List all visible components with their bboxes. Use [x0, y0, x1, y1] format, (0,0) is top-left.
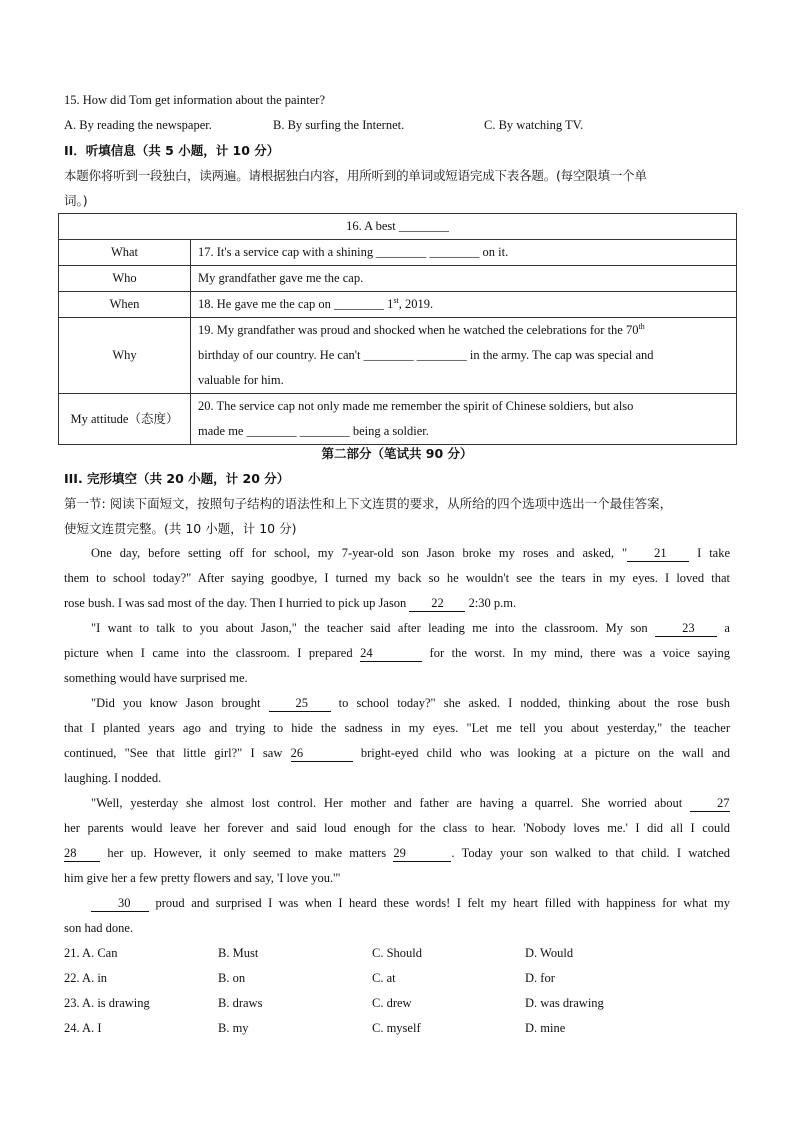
- choice-22-d: D. for: [525, 971, 555, 985]
- passage-line: that I planted years ago and trying to hide the sadness in my eyes. "Let me tell you about yesterday," the teacher: [64, 721, 730, 735]
- row-text: 17. It's a service cap with a shining ________ ________ on it.: [191, 240, 737, 266]
- passage-line: 28 her up. However, it only seemed to make matters 29 . Today your son walked to that child. I watched: [64, 846, 730, 860]
- blank-22: 22: [409, 596, 465, 612]
- blank-26: 26: [291, 746, 353, 762]
- choice-21-d: D. Would: [525, 946, 574, 960]
- choice-23-b: B. draws: [218, 996, 263, 1010]
- blank-23: 23: [655, 621, 717, 637]
- passage-line: 30 proud and surprised I was when I heard these words! I felt my heart filled with happiness for what my: [64, 891, 730, 916]
- q15-option-c: C. By watching TV.: [484, 118, 584, 132]
- section3-heading: III. 完形填空（共 20 小题，计 20 分）: [64, 471, 290, 486]
- choice-23-c: C. drew: [372, 996, 412, 1010]
- table-row: [59, 292, 737, 318]
- choice-21-c: C. Should: [372, 946, 423, 960]
- blank-25: 25: [269, 696, 331, 712]
- table-row: [59, 394, 737, 445]
- section2-instruction-cont: 词。): [64, 193, 88, 208]
- passage-line: "I want to talk to you about Jason," the teacher said after leading me into the classroom. My son 23 a: [91, 621, 730, 635]
- choice-24-d: D. mine: [525, 1021, 566, 1035]
- row-key: My attitude（态度）: [59, 394, 191, 445]
- row-text: My grandfather gave me the cap.: [191, 266, 737, 292]
- row-text: 19. My grandfather was proud and shocked when he watched the celebrations for the 70th birthday of our country. He can't ________ ________ in the army. The cap was special and valuable for him.: [191, 318, 737, 394]
- table-row: [59, 240, 737, 266]
- row-key: Who: [59, 266, 191, 292]
- choice-22-c: C. at: [372, 971, 396, 985]
- passage-line: "Well, yesterday she almost lost control. Her mother and father are having a quarrel. She worried about 27: [91, 796, 730, 810]
- table-row: [59, 266, 737, 292]
- q15-option-a: A. By reading the newspaper.: [64, 118, 212, 132]
- part2-heading: 第二部分（笔试共 90 分）: [321, 446, 473, 461]
- passage-line: him give her a few pretty flowers and say, 'I love you.'": [64, 871, 341, 885]
- section2-heading: II．听填信息（共 5 小题，计 10 分）: [64, 143, 280, 158]
- choice-24-b: B. my: [218, 1021, 249, 1035]
- blank-21: 21: [627, 546, 689, 562]
- row-key: What: [59, 240, 191, 266]
- row-key: Why: [59, 318, 191, 394]
- choice-24-a: 24. A. I: [64, 1021, 102, 1035]
- passage-line: picture when I came into the classroom. I prepared 24 for the worst. In my mind, there was a voice saying: [64, 646, 730, 660]
- choice-23-a: 23. A. is drawing: [64, 996, 150, 1010]
- blank-24: 24: [360, 646, 422, 662]
- table-title: 16. A best ________: [59, 214, 737, 240]
- blank-30: 30: [91, 896, 149, 912]
- row-text: 20. The service cap not only made me remember the spirit of Chinese soldiers, but also made me ________ ________ being a soldier.: [191, 394, 737, 445]
- section3-instruction-cont: 使短文连贯完整。(共 10 小题，计 10 分): [64, 521, 297, 536]
- blank-29: 29: [393, 846, 451, 862]
- passage-line: them to school today?" After saying goodbye, I turned my back so he wouldn't see the tears in my eyes. I loved that: [64, 571, 730, 585]
- row-text: 18. He gave me the cap on ________ 1st, 2019.: [191, 292, 737, 318]
- q15-question: 15. How did Tom get information about the painter?: [64, 93, 325, 107]
- passage-line: rose bush. I was sad most of the day. Then I hurried to pick up Jason 22 2:30 p.m.: [64, 596, 517, 610]
- choice-21-b: B. Must: [218, 946, 259, 960]
- choice-22-b: B. on: [218, 971, 246, 985]
- blank-27: 27: [690, 796, 730, 812]
- section2-instruction: 本题你将听到一段独白，读两遍。请根据独白内容，用所听到的单词或短语完成下表各题。(每空限填一个单: [64, 168, 647, 183]
- passage-line: laughing. I nodded.: [64, 771, 162, 785]
- choice-21-a: 21. A. Can: [64, 946, 118, 960]
- listening-info-table: [58, 213, 737, 445]
- blank-28: 28: [64, 846, 100, 862]
- passage-line: One day, before setting off for school, my 7-year-old son Jason broke my roses and asked, " 21 I take: [91, 546, 731, 560]
- choices-grid: [64, 941, 730, 1041]
- passage-line: her parents would leave her forever and said loud enough for the class to hear. 'Nobody loves me.' I did all I could: [64, 821, 730, 835]
- choice-22-a: 22. A. in: [64, 971, 108, 985]
- choice-24-c: C. myself: [372, 1021, 421, 1035]
- cloze-passage: [64, 541, 730, 941]
- q15-options: [64, 113, 730, 138]
- choice-23-d: D. was drawing: [525, 996, 604, 1010]
- section3-block: [64, 466, 730, 1041]
- row-key: When: [59, 292, 191, 318]
- q15-option-b: B. By surfing the Internet.: [273, 118, 405, 132]
- passage-line: something would have surprised me.: [64, 671, 248, 685]
- section3-instruction: 第一节: 阅读下面短文，按照句子结构的语法性和上下文连贯的要求，从所给的四个选项中选出一个最佳答案，: [64, 496, 673, 511]
- passage-line: continued, "See that little girl?" I saw 26 bright-eyed child who was looking at a picture on the wall and: [64, 746, 730, 760]
- passage-line: "Did you know Jason brought 25 to school today?" she asked. I nodded, thinking about the rose bush: [91, 696, 731, 710]
- passage-line: son had done.: [64, 921, 134, 935]
- table-row: [59, 318, 737, 394]
- q15-block: [64, 88, 730, 213]
